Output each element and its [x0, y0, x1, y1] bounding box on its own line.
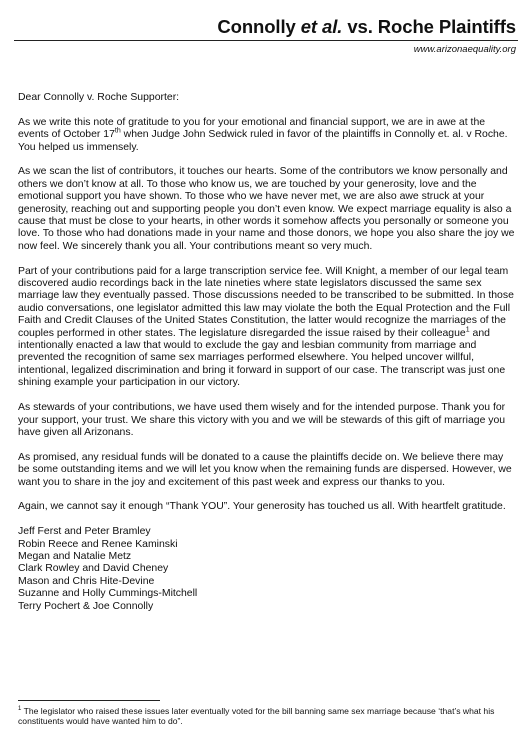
paragraph-closing: Again, we cannot say it enough “Thank YOU”. Your generosity has touched us all. With heartfelt gratitude. — [18, 501, 506, 513]
paragraph-residual-funds: As promised, any residual funds will be donated to a cause the plaintiffs decide on. We believe there may be some outstanding items and we will let you know when the remaining funds are dispersed. However, we want you to share in the joy and excitement of this past week and express our thanks to you. — [18, 451, 512, 488]
signatory: Jeff Ferst and Peter Bramley — [18, 526, 151, 538]
salutation: Dear Connolly v. Roche Supporter: — [18, 92, 180, 103]
ordinal-suffix: th — [114, 127, 121, 135]
paragraph-transcription — [18, 266, 515, 390]
paragraph-stewardship: As stewards of your contributions, we have used them wisely and for the intended purpose. Thank you for your support, your trust. We share this victory with you and we will be stewards of this gift of marriage you have given all Arizonans. — [18, 402, 506, 438]
paragraph-gratitude — [18, 117, 515, 154]
paragraph-transcription-start: Part of your contributions paid for a large transcription service fee. Will Knight, a member of our legal team discovered audio recordings back in the late nineties where state legislators discussed the same sex marriage law they eventually passed. Those discussions needed to be transcribed to be submitted. In those audio conversations, one legislator admitted this law may violate the both the Equal Protection and the Full Faith and Credit Clauses of the United States Constitution, the latter would recognize the marriages of the couples performed in other states. The legislature disregarded the issue raised by their colleague — [18, 265, 514, 339]
paragraph-gratitude-start: As we write this note of gratitude to you for your emotional and financial support, we are in awe at the events of October 17 — [18, 116, 486, 141]
website-url: www.arizonaequality.org — [413, 44, 516, 55]
title-et-al: et al. — [300, 16, 343, 37]
signatory: Suzanne and Holly Cummings-Mitchell — [18, 588, 198, 600]
footnote-marker: 1 — [18, 706, 22, 713]
footnote-text: The legislator who raised these issues later eventually voted for the bill banning same sex marriage because ‘that’s what his constituents would have wanted him to do”. — [18, 706, 495, 727]
signatory: Clark Rowley and David Cheney — [18, 563, 169, 575]
header-divider — [14, 40, 518, 41]
paragraph-transcription-end: and intentionally enacted a law that would to exclude the gay and lesbian community from marriage and prevented the recognition of same sex marriages performed elsewhere. You helped uncover willful, intentional, legalized discrimination and bring it forward in support of our case. The transcript was just one shining example your participation in our victory. — [18, 327, 506, 389]
paragraph-contributors: As we scan the list of contributors, it touches our hearts. Some of the contributors we know personally and others we don’t know at all. To those who know us, we are touched by your generosity, love and the emotional support you have shown. To those who we have never met, we are also awe struck at your generosity, reaching out and supporting people you don’t even know. We expect marriage equality is also a cause that must be close to your hearts, in other words it somehow affects you personally or someone you love. To those who had donations made in your name and those donors, we hope you also share the joy we now feel. We sincerely thank you all. Your contributions meant so very much. — [18, 166, 515, 252]
signatory: Megan and Natalie Metz — [18, 550, 132, 562]
signatory: Terry Pochert & Joe Connolly — [18, 600, 154, 612]
document-title — [217, 16, 516, 38]
footnote-reference: 1 — [465, 326, 470, 334]
letter-body — [18, 92, 515, 613]
paragraph-gratitude-end: when Judge John Sedwick ruled in favor of the plaintiffs in Connolly et. al. v Roche. You helped us immensely. — [18, 129, 508, 153]
title-plaintiff-name: Connolly — [217, 16, 301, 37]
footnote — [18, 706, 515, 727]
signatory-list — [18, 526, 515, 613]
signatory: Robin Reece and Renee Kaminski — [18, 538, 178, 550]
signatory: Mason and Chris Hite-Devine — [18, 575, 155, 587]
title-suffix: vs. Roche Plaintiffs — [342, 16, 516, 37]
footnote-divider — [18, 700, 160, 701]
